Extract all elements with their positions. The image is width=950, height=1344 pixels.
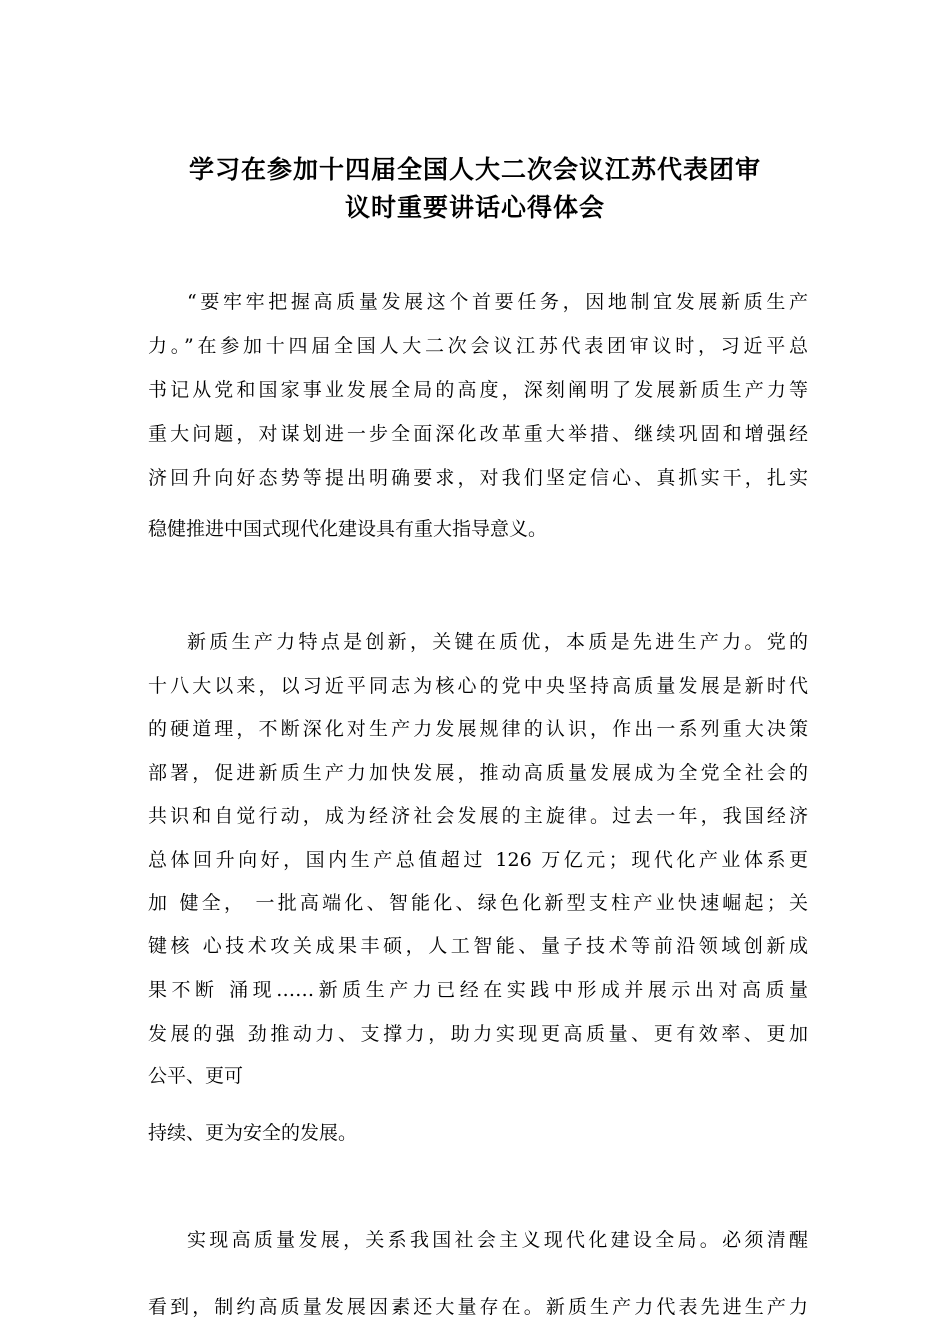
paragraph-1-line-3: 书记从党和国家事业发展全局的高度，深刻阐明了发展新质生产力等	[148, 379, 808, 401]
paragraph-1-line-1: “要牢牢把握高质量发展这个首要任务，因地制宜发展新质生产	[187, 291, 808, 313]
paragraph-2-line-6: 总体回升向好，国内生产总值超过 126 万亿元；现代化产业体系更	[148, 849, 808, 871]
paragraph-2-line-1: 新质生产力特点是创新，关键在质优，本质是先进生产力。党的	[187, 631, 808, 653]
paragraph-1-line-2: 力。”在参加十四届全国人大二次会议江苏代表团审议时，习近平总	[148, 335, 808, 357]
paragraph-2-line-8: 键核 心技术攻关成果丰硕，人工智能、量子技术等前沿领域创新成	[148, 935, 808, 957]
paragraph-2-line-5: 共识和自觉行动，成为经济社会发展的主旋律。过去一年，我国经济	[148, 805, 808, 827]
paragraph-3-line-1: 实现高质量发展，关系我国社会主义现代化建设全局。必须清醒	[187, 1229, 808, 1251]
title-line-1: 学习在参加十四届全国人大二次会议江苏代表团审	[188, 155, 761, 184]
paragraph-2-line-12: 持续、更为安全的发展。	[148, 1122, 358, 1144]
paragraph-1-line-6: 稳健推进中国式现代化建设具有重大指导意义。	[148, 518, 548, 540]
paragraph-2-line-7: 加 健全， 一批高端化、智能化、绿色化新型支柱产业快速崛起；关	[148, 892, 808, 914]
paragraph-3-line-2: 看到，制约高质量发展因素还大量存在。新质生产力代表先进生产力	[148, 1296, 808, 1318]
paragraph-2-line-11: 公平、更可	[148, 1065, 244, 1087]
title-line-2: 议时重要讲话心得体会	[344, 193, 605, 222]
paragraph-2-line-4: 部署，促进新质生产力加快发展，推动高质量发展成为全党全社会的	[148, 762, 808, 784]
paragraph-1-line-4: 重大问题，对谋划进一步全面深化改革重大举措、继续巩固和增强经	[148, 423, 808, 445]
paragraph-2-line-9: 果不断 涌现……新质生产力已经在实践中形成并展示出对高质量	[148, 979, 808, 1001]
paragraph-2-line-10: 发展的强 劲推动力、支撑力，助力实现更高质量、更有效率、更加	[148, 1023, 808, 1045]
paragraph-2-line-3: 的硬道理，不断深化对生产力发展规律的认识，作出一系列重大决策	[148, 718, 808, 740]
paragraph-2-line-2: 十八大以来，以习近平同志为核心的党中央坚持高质量发展是新时代	[148, 675, 808, 697]
paragraph-1-line-5: 济回升向好态势等提出明确要求，对我们坚定信心、真抓实干，扎实	[148, 467, 808, 489]
